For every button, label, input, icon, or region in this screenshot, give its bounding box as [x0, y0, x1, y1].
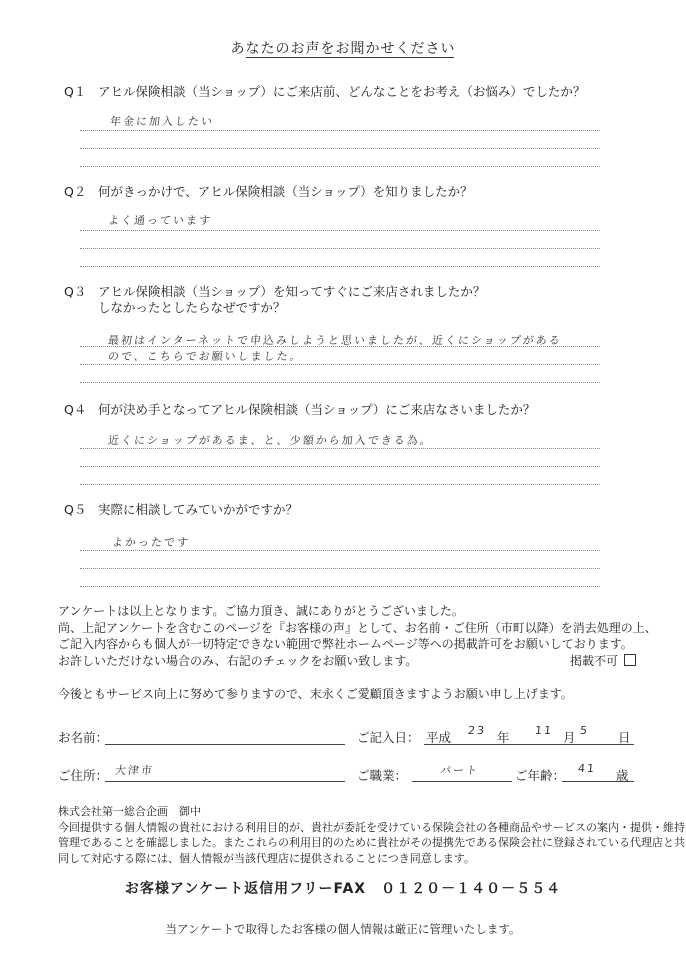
question-number: Q２ [64, 184, 87, 199]
page-title: あなたのお声をお聞かせください [230, 41, 456, 57]
answer-line [80, 230, 600, 231]
question-1 [64, 84, 585, 100]
date-field-line [424, 744, 634, 745]
privacy-line: 管理であることを確認しました。またこれらの利用目的のために貴社がその提携先である保険会社に登録されている代理店と共 [58, 836, 685, 849]
question-text: アヒル保険相談（当ショップ）を知ってすぐにご来店されましたか？ [98, 284, 486, 299]
answer-line [80, 484, 600, 485]
question-2 [64, 184, 473, 200]
closing-line: 尚、上記アンケートを含むこのページを『お客様の声』として、お名前・ご住所（市町以降）を消去処理の上、 [58, 620, 657, 635]
answer-line [80, 448, 600, 449]
date-day-unit: 日 [618, 730, 631, 745]
answer-line [80, 266, 600, 267]
future-note: 今後ともサービス向上に努めて参りますので、末永くご愛顧頂きますようお願い申し上げます。 [58, 687, 573, 701]
question-number: Q１ [64, 84, 87, 99]
answer-1: 年金に加入したい [109, 115, 215, 128]
answer-line [80, 248, 600, 249]
answer-line [80, 568, 600, 569]
job-field-line [412, 781, 512, 782]
question-text: 何が決め手となってアヒル保険相談（当ショップ）にご来店なさいましたか？ [98, 402, 536, 417]
date-month-value[interactable]: 11 [534, 724, 554, 737]
name-label: お名前： [58, 730, 109, 745]
closing-paragraph [58, 603, 657, 669]
title-underline [246, 57, 454, 58]
privacy-line: 今回提供する個人情報の貴社における利用目的が、貴社が委託を受けている保険会社の各種商品やサービスの案内・提供・維持 [58, 820, 685, 834]
publish-refusal-label: 掲載不可 [570, 654, 619, 668]
answer-3-line-2: ので、こちらでお願いしました。 [107, 350, 304, 363]
question-number: Q５ [64, 502, 87, 517]
date-era: 平成 [426, 730, 452, 745]
address-label: ご住所： [58, 768, 109, 783]
privacy-addressee: 株式会社第一総合企画 御中 [58, 805, 201, 818]
answer-line [80, 550, 600, 551]
question-5 [64, 502, 298, 518]
date-day-value[interactable]: 5 [579, 724, 590, 737]
answer-2: よく通っています [107, 214, 213, 227]
name-field-line [105, 744, 345, 745]
age-value[interactable]: 41 [577, 762, 597, 775]
question-number: Q３ [64, 284, 87, 299]
answer-line [80, 130, 600, 131]
age-label: ご年齢： [515, 768, 566, 783]
job-label: ご職業： [357, 768, 408, 783]
job-value[interactable]: パート [439, 764, 480, 777]
question-3 [64, 284, 485, 316]
answer-line [80, 148, 600, 149]
address-value[interactable]: 大津市 [114, 764, 155, 777]
answer-line [80, 364, 600, 365]
question-text: しなかったとしたらなぜですか？ [98, 300, 286, 315]
answer-line [80, 382, 600, 383]
age-unit: 歳 [616, 768, 629, 783]
publish-refusal[interactable] [570, 653, 636, 670]
privacy-footer: 当アンケートで取得したお客様の個人情報は厳正に管理いたします。 [165, 922, 521, 936]
address-field-line [105, 781, 345, 782]
privacy-consent [58, 804, 685, 866]
answer-line [80, 466, 600, 467]
closing-line: アンケートは以上となります。ご協力頂き、誠にありがとうございました。 [58, 604, 464, 618]
answer-line [80, 166, 600, 167]
answer-4: 近くにショップがあるま、と、少額から加入できる為。 [107, 434, 434, 447]
date-month-unit: 月 [563, 730, 576, 745]
privacy-line: 同して対応する際には、個人情報が当該代理店に提供されることにつき同意します。 [58, 851, 475, 865]
publish-refusal-checkbox[interactable] [624, 654, 636, 666]
answer-line [80, 586, 600, 587]
question-text: 何がきっかけで、アヒル保険相談（当ショップ）を知りましたか？ [98, 184, 473, 199]
answer-5: よかったです [111, 536, 191, 549]
fax-number: お客様アンケート返信用フリーFAX ０１２０－１４０－５５４ [124, 881, 562, 897]
question-number: Q４ [64, 402, 87, 417]
closing-line: ご記入内容からも個人が一切特定できない範囲で弊社ホームページ等への掲載許可をお願いしております。 [58, 637, 633, 651]
date-year-value[interactable]: 23 [467, 724, 487, 737]
age-field-line [562, 781, 634, 782]
question-text: アヒル保険相談（当ショップ）にご来店前、どんなことをお考え（お悩み）でしたか？ [98, 84, 586, 99]
answer-line [80, 346, 600, 347]
date-label: ご記入日： [357, 730, 420, 745]
answer-3-line-1: 最初はインターネットで申込みしようと思いましたが、近くにショップがある [107, 334, 563, 347]
date-year-unit: 年 [497, 730, 510, 745]
closing-line: お許しいただけない場合のみ、右記のチェックをお願い致します。 [58, 653, 418, 668]
question-text: 実際に相談してみていかがですか？ [98, 502, 299, 517]
question-4 [64, 402, 535, 418]
